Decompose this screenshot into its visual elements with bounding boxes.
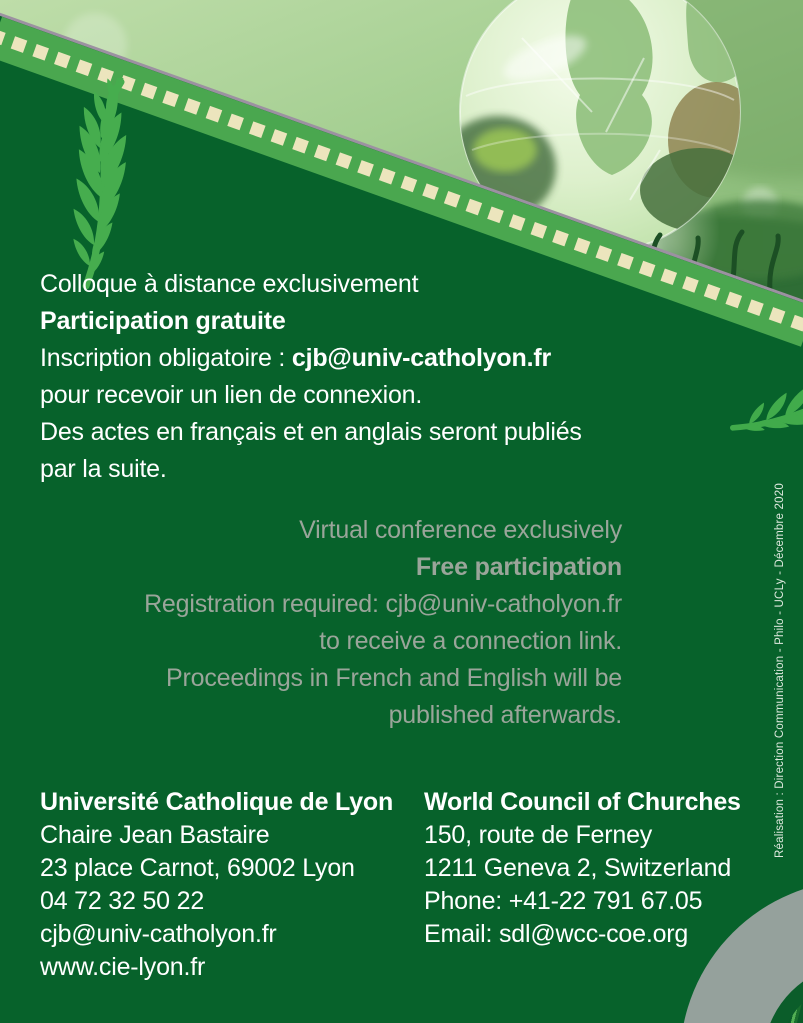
english-line-1: Virtual conference exclusively xyxy=(299,516,622,544)
english-line-6: published afterwards. xyxy=(388,701,622,729)
contact-ucly-block xyxy=(40,786,420,984)
wcc-city: 1211 Geneva 2, Switzerland xyxy=(424,854,732,882)
english-line-5: Proceedings in French and English will be xyxy=(166,664,622,692)
french-line-3 xyxy=(40,340,650,377)
wcc-street: 150, route de Ferney xyxy=(424,821,653,849)
fern-left-icon xyxy=(24,78,174,298)
french-line-4: pour recevoir un lien de connexion. xyxy=(40,381,423,409)
english-info-block xyxy=(40,512,622,734)
ucly-website[interactable]: www.cie-lyon.fr xyxy=(40,953,206,981)
ucly-chair: Chaire Jean Bastaire xyxy=(40,821,270,849)
french-line-5: Des actes en français et en anglais seront publiés xyxy=(40,418,582,446)
french-line-1: Colloque à distance exclusivement xyxy=(40,270,419,298)
english-line-3: Registration required: cjb@univ-catholyon.fr xyxy=(144,590,622,618)
ucly-email[interactable]: cjb@univ-catholyon.fr xyxy=(40,920,277,948)
registration-email-fr[interactable]: cjb@univ-catholyon.fr xyxy=(291,344,551,372)
production-credit: Réalisation : Direction Communication - Philo - UCLy - Décembre 2020 xyxy=(774,483,786,858)
contact-wcc-block xyxy=(424,786,784,951)
french-line-2: Participation gratuite xyxy=(40,307,286,335)
english-line-4: to receive a connection link. xyxy=(319,627,622,655)
ucly-phone: 04 72 32 50 22 xyxy=(40,887,205,915)
english-line-2: Free participation xyxy=(415,553,622,581)
wcc-email[interactable]: Email: sdl@wcc-coe.org xyxy=(424,920,689,948)
ucly-name: Université Catholique de Lyon xyxy=(40,788,394,816)
ucly-address: 23 place Carnot, 69002 Lyon xyxy=(40,854,355,882)
french-line-6: par la suite. xyxy=(40,455,167,483)
registration-label-fr: Inscription obligatoire : xyxy=(40,344,292,372)
wcc-phone: Phone: +41-22 791 67.05 xyxy=(424,887,703,915)
french-info-block xyxy=(40,266,650,488)
wcc-name: World Council of Churches xyxy=(424,788,741,816)
